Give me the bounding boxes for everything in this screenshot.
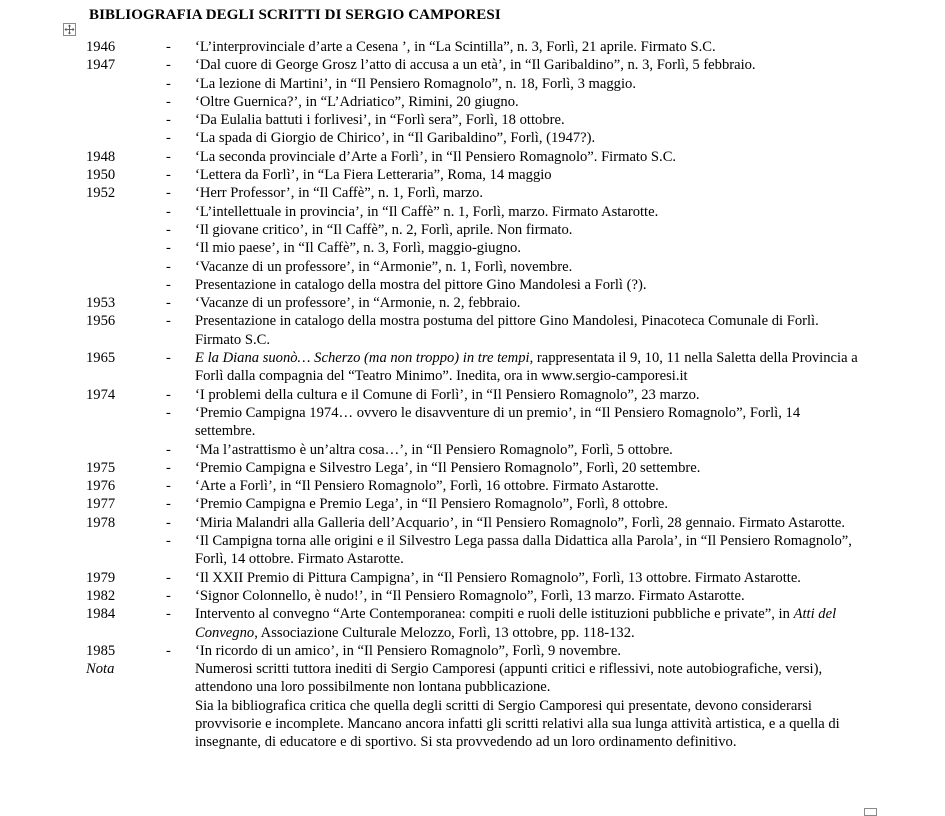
entry-year: 1979: [86, 569, 116, 586]
entry-text-segment: ‘Premio Campigna 1974… ovvero le disavventure di un premio’, in “Il Pensiero Romagnolo”, Forlì, 14 settembre.: [195, 404, 801, 440]
entry-text-segment: ‘Lettera da Forlì’, in “La Fiera Letteraria”, Roma, 14 maggio: [195, 167, 552, 184]
entry-text: [195, 349, 861, 386]
entry-text-segment: ‘Il Campigna torna alle origini e il Silvestro Lega passa dalla Didattica alla Parola’, in “Il Pensiero Romagnolo”, Forlì, 14 ottobre. Firmato Astarotte.: [195, 533, 852, 568]
note-paragraph: Numerosi scritti tuttora inediti di Sergio Camporesi (appunti critici e riflessivi, note autobiografiche, versi), attendono una loro possibilmente non lontana pubblicazione.: [195, 661, 823, 696]
bibliography-row: [86, 294, 861, 312]
entry-dash: -: [166, 75, 171, 92]
entry-year: [86, 93, 166, 111]
entry-text: [195, 386, 861, 404]
bibliography-row: [86, 148, 861, 166]
entry-text: [195, 514, 861, 532]
entry-text: [195, 459, 861, 477]
entry-text-segment: ‘Ma l’astrattismo è un’altra cosa…’, in “Il Pensiero Romagnolo”, Forlì, 5 ottobre.: [195, 441, 673, 458]
bibliography-row: [86, 404, 861, 441]
note-spacer: [166, 660, 195, 751]
entry-dash: -: [166, 112, 171, 129]
bibliography-row: [86, 111, 861, 129]
note-text: [195, 660, 861, 751]
entry-dash: -: [166, 386, 171, 403]
bibliography-row: [86, 532, 861, 569]
note-row: [86, 660, 861, 751]
entry-dash: -: [166, 441, 171, 458]
italic-title: Atti del Convegno: [195, 606, 837, 641]
bibliography-row: [86, 239, 861, 257]
entry-dash: -: [166, 240, 171, 257]
bibliography-row: [86, 129, 861, 147]
entry-text: [195, 587, 861, 605]
entry-year: 1976: [86, 478, 116, 495]
bibliography-row: [86, 38, 861, 56]
bibliography-row: [86, 587, 861, 605]
entry-dash: -: [166, 642, 171, 659]
bibliography-row: [86, 477, 861, 495]
entry-text-segment: ‘L’intellettuale in provincia’, in “Il Caffè” n. 1, Forlì, marzo. Firmato Astarotte.: [195, 203, 659, 220]
bibliography-row: [86, 386, 861, 404]
bibliography-row: [86, 569, 861, 587]
bibliography-row: [86, 93, 861, 111]
entry-year: [86, 75, 166, 93]
entry-text-segment: Presentazione in catalogo della mostra postuma del pittore Gino Mandolesi, Pinacoteca Comunale di Forlì. Firmato S.C.: [195, 313, 819, 348]
entry-year: [86, 111, 166, 129]
bibliography-row: [86, 258, 861, 276]
bibliography-row: [86, 276, 861, 294]
entry-text: [195, 184, 861, 202]
entry-text-segment: Intervento al convegno “Arte Contemporanea: compiti e ruoli delle istituzioni pubbliche e private”, in: [195, 606, 794, 623]
entry-text-segment: ‘I problemi della cultura e il Comune di Forlì’, in “Il Pensiero Romagnolo”, 23 marzo.: [195, 386, 700, 403]
entry-text-segment: ‘Da Eulalia battuti i forlivesi’, in “Forlì sera”, Forlì, 18 ottobre.: [195, 112, 565, 129]
entry-text: [195, 166, 861, 184]
entry-text: [195, 294, 861, 312]
entry-year: 1974: [86, 386, 116, 403]
entry-text-segment: ‘Oltre Guernica?’, in “L’Adriatico”, Rimini, 20 giugno.: [195, 93, 519, 110]
bibliography-row: [86, 166, 861, 184]
entry-dash: -: [166, 514, 171, 531]
entry-year: [86, 129, 166, 147]
table-resize-handle-icon[interactable]: [864, 808, 877, 816]
bibliography-table: [86, 38, 861, 752]
entry-text-segment: ‘Vacanze di un professore’, in “Armonie, n. 2, febbraio.: [195, 295, 521, 312]
entry-year: 1953: [86, 295, 116, 312]
entry-year: 1950: [86, 167, 116, 184]
entry-dash: -: [166, 606, 171, 623]
entry-text-segment: ‘La lezione di Martini’, in “Il Pensiero Romagnolo”, n. 18, Forlì, 3 maggio.: [195, 75, 636, 92]
entry-dash: -: [166, 404, 171, 421]
bibliography-row: [86, 349, 861, 386]
entry-year: [86, 532, 166, 569]
entry-text: [195, 276, 861, 294]
note-label: Nota: [86, 661, 115, 678]
entry-text: [195, 312, 861, 349]
entry-year: 1947: [86, 57, 116, 74]
note-paragraph: Sia la bibliografica critica che quella degli scritti di Sergio Camporesi qui presentate, devono considerarsi provvisorie e incomplete. Mancano ancora infatti gli scritti relativi alla sua lunga attività artistica, e a quella di insegnante, di educatore e di sportivo. Si sta provvedendo ad un loro ordinamento definitivo.: [195, 697, 840, 751]
entry-year: 1984: [86, 606, 116, 623]
entry-text-segment: ‘Vacanze di un professore’, in “Armonie”, n. 1, Forlì, novembre.: [195, 258, 573, 275]
bibliography-row: [86, 605, 861, 642]
entry-text: [195, 532, 861, 569]
move-arrows-icon: [64, 24, 75, 35]
entry-year: 1985: [86, 642, 116, 659]
bibliography-row: [86, 514, 861, 532]
entry-text: [195, 75, 861, 93]
entry-dash: -: [166, 276, 171, 293]
entry-text-segment: , rappresentata il 9, 10, 11 nella Saletta della Provincia a Forlì dalla compagnia del “Teatro Minimo”. Inedita, ora in www.sergio-camporesi.it: [195, 350, 858, 385]
entry-text: [195, 404, 861, 441]
entry-text: [195, 129, 861, 147]
entry-text: [195, 56, 861, 74]
entry-year: [86, 404, 166, 441]
entry-dash: -: [166, 185, 171, 202]
entry-year: [86, 239, 166, 257]
entry-text: [195, 148, 861, 166]
entry-text-segment: ‘Il mio paese’, in “Il Caffè”, n. 3, Forlì, maggio-giugno.: [195, 240, 521, 257]
entry-text-segment: , Associazione Culturale Melozzo, Forlì, 13 ottobre, pp. 118-132.: [254, 624, 635, 641]
entry-text-segment: ‘Premio Campigna e Silvestro Lega’, in “Il Pensiero Romagnolo”, Forlì, 20 settembre.: [195, 459, 701, 476]
entry-year: [86, 221, 166, 239]
entry-dash: -: [166, 496, 171, 513]
entry-text: [195, 221, 861, 239]
entry-text: [195, 477, 861, 495]
entry-year: [86, 276, 166, 294]
entry-text-segment: ‘In ricordo di un amico’, in “Il Pensiero Romagnolo”, Forlì, 9 novembre.: [195, 642, 621, 659]
bibliography-row: [86, 441, 861, 459]
entry-text: [195, 605, 861, 642]
entry-year: 1982: [86, 587, 116, 604]
bibliography-row: [86, 75, 861, 93]
entry-text-segment: ‘Premio Campigna e Premio Lega’, in “Il Pensiero Romagnolo”, Forlì, 8 ottobre.: [195, 496, 668, 513]
entry-dash: -: [166, 221, 171, 238]
entry-text-segment: ‘Signor Colonnello, è nudo!’, in “Il Pensiero Romagnolo”, Forlì, 13 marzo. Firmato Astarotte.: [195, 587, 745, 604]
entry-text-segment: ‘La spada di Giorgio de Chirico’, in “Il Garibaldino”, Forlì, (1947?).: [195, 130, 596, 147]
entry-year: 1948: [86, 148, 116, 165]
bibliography-row: [86, 495, 861, 513]
entry-dash: -: [166, 295, 171, 312]
entry-text: [195, 569, 861, 587]
entry-text: [195, 111, 861, 129]
bibliography-row: [86, 203, 861, 221]
entry-dash: -: [166, 459, 171, 476]
bibliography-row: [86, 312, 861, 349]
entry-text-segment: ‘Miria Malandri alla Galleria dell’Acquario’, in “Il Pensiero Romagnolo”, Forlì, 28 gennaio. Firmato Astarotte.: [195, 514, 846, 531]
entry-dash: -: [166, 258, 171, 275]
entry-text: [195, 93, 861, 111]
entry-text-segment: ‘Il giovane critico’, in “Il Caffè”, n. 2, Forlì, aprile. Non firmato.: [195, 221, 573, 238]
entry-text: [195, 239, 861, 257]
entry-year: 1952: [86, 185, 116, 202]
entry-dash: -: [166, 57, 171, 74]
entry-text-segment: ‘L’interprovinciale d’arte a Cesena ’, in “La Scintilla”, n. 3, Forlì, 21 aprile. Firmato S.C.: [195, 39, 716, 55]
entry-text-segment: ‘La seconda provinciale d’Arte a Forlì’, in “Il Pensiero Romagnolo”. Firmato S.C.: [195, 148, 677, 165]
entry-text-segment: Presentazione in catalogo della mostra del pittore Gino Mandolesi a Forlì (?).: [195, 276, 647, 293]
entry-year: [86, 441, 166, 459]
entry-year: 1965: [86, 350, 116, 367]
entry-year: 1946: [86, 39, 116, 55]
entry-dash: -: [166, 167, 171, 184]
entry-dash: -: [166, 533, 171, 550]
bibliography-row: [86, 459, 861, 477]
entry-text-segment: ‘Herr Professor’, in “Il Caffè”, n. 1, Forlì, marzo.: [195, 185, 484, 202]
bibliography-row: [86, 56, 861, 74]
entry-year: [86, 258, 166, 276]
entry-dash: -: [166, 587, 171, 604]
entry-text: [195, 258, 861, 276]
entry-year: 1978: [86, 514, 116, 531]
entry-dash: -: [166, 350, 171, 367]
entry-text-segment: ‘Dal cuore di George Grosz l’atto di accusa a un età’, in “Il Garibaldino”, n. 3, Forlì, 5 febbraio.: [195, 57, 756, 74]
document-title: BIBLIOGRAFIA DEGLI SCRITTI DI SERGIO CAMPORESI: [89, 7, 501, 23]
entry-text: [195, 642, 861, 660]
entry-year: [86, 203, 166, 221]
entry-dash: -: [166, 93, 171, 110]
entry-dash: -: [166, 569, 171, 586]
entry-year: 1975: [86, 459, 116, 476]
entry-dash: -: [166, 130, 171, 147]
entry-dash: -: [166, 148, 171, 165]
entry-text: [195, 203, 861, 221]
entry-dash: -: [166, 39, 171, 55]
entry-dash: -: [166, 478, 171, 495]
entry-year: 1977: [86, 496, 116, 513]
table-move-handle-icon[interactable]: [63, 23, 76, 36]
entry-text: [195, 38, 861, 56]
bibliography-row: [86, 642, 861, 660]
italic-title: E la Diana suonò… Scherzo (ma non troppo) in tre tempi: [195, 350, 530, 367]
entry-text-segment: ‘Arte a Forlì’, in “Il Pensiero Romagnolo”, Forlì, 16 ottobre. Firmato Astarotte.: [195, 478, 659, 495]
bibliography-row: [86, 221, 861, 239]
bibliography-body: [86, 38, 861, 752]
entry-text-segment: ‘Il XXII Premio di Pittura Campigna’, in “Il Pensiero Romagnolo”, Forlì, 13 ottobre. Firmato Astarotte.: [195, 569, 801, 586]
entry-text: [195, 495, 861, 513]
entry-dash: -: [166, 313, 171, 330]
entry-dash: -: [166, 203, 171, 220]
entry-text: [195, 441, 861, 459]
bibliography-row: [86, 184, 861, 202]
entry-year: 1956: [86, 313, 116, 330]
